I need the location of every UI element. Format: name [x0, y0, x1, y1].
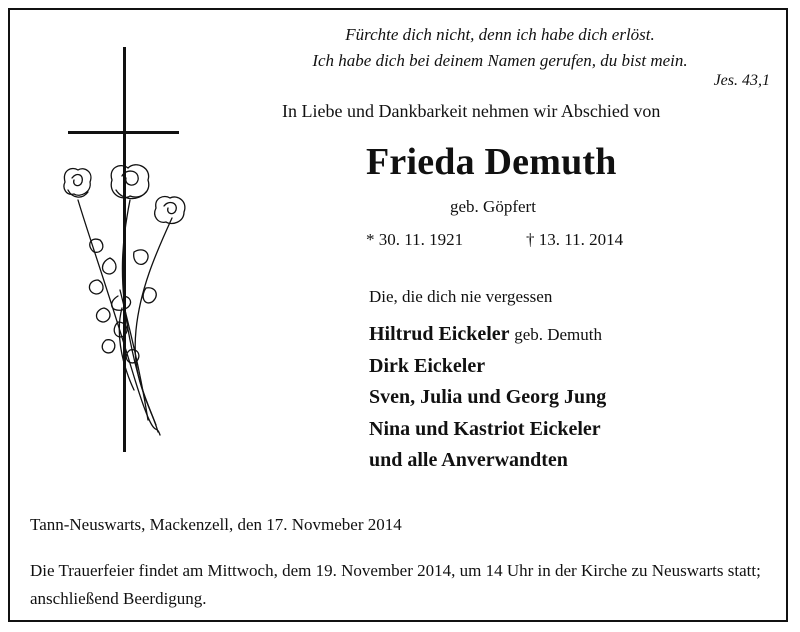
verse-line-2: Ich habe dich bei deinem Namen gerufen, du bist mein. — [312, 51, 688, 70]
verse-line-1: Fürchte dich nicht, denn ich habe dich erlöst. — [345, 25, 655, 44]
mourner-name: Dirk Eickeler — [369, 354, 486, 377]
deceased-name: Frieda Demuth — [366, 141, 617, 183]
mourner-entry — [369, 351, 606, 383]
maiden-name: geb. Göpfert — [450, 197, 536, 216]
farewell-intro: In Liebe und Dankbarkeit nehmen wir Abschied von — [282, 101, 661, 121]
place-and-date: Tann-Neuswarts, Mackenzell, den 17. Novmeber 2014 — [30, 515, 402, 534]
mourner-entry — [369, 319, 606, 351]
mourner-entry — [369, 445, 606, 477]
birth-date: * 30. 11. 1921 — [366, 230, 464, 249]
mourner-note: geb. Demuth — [514, 325, 603, 344]
mourner-name: Sven, Julia und Georg Jung — [369, 386, 607, 408]
cross-and-roses-illustration — [60, 40, 200, 460]
mourners-intro: Die, die dich nie vergessen — [369, 287, 553, 306]
verse-reference: Jes. 43,1 — [713, 72, 770, 89]
mourner-name: Hiltrud Eickeler — [369, 323, 510, 345]
death-date: † 13. 11. 2014 — [526, 230, 624, 249]
mourner-name: Nina und Kastriot Eickeler — [369, 417, 601, 440]
funeral-service-notice: Die Trauerfeier findet am Mittwoch, dem 19. November 2014, um 14 Uhr in der Kirche zu Neuswarts statt; anschließend Beerdigung. — [30, 561, 761, 608]
mourner-entry — [369, 414, 606, 446]
mourner-entry — [369, 382, 606, 414]
mourners-list — [369, 319, 606, 477]
bible-verse — [240, 22, 760, 74]
mourner-name: und alle Anverwandten — [369, 449, 568, 471]
